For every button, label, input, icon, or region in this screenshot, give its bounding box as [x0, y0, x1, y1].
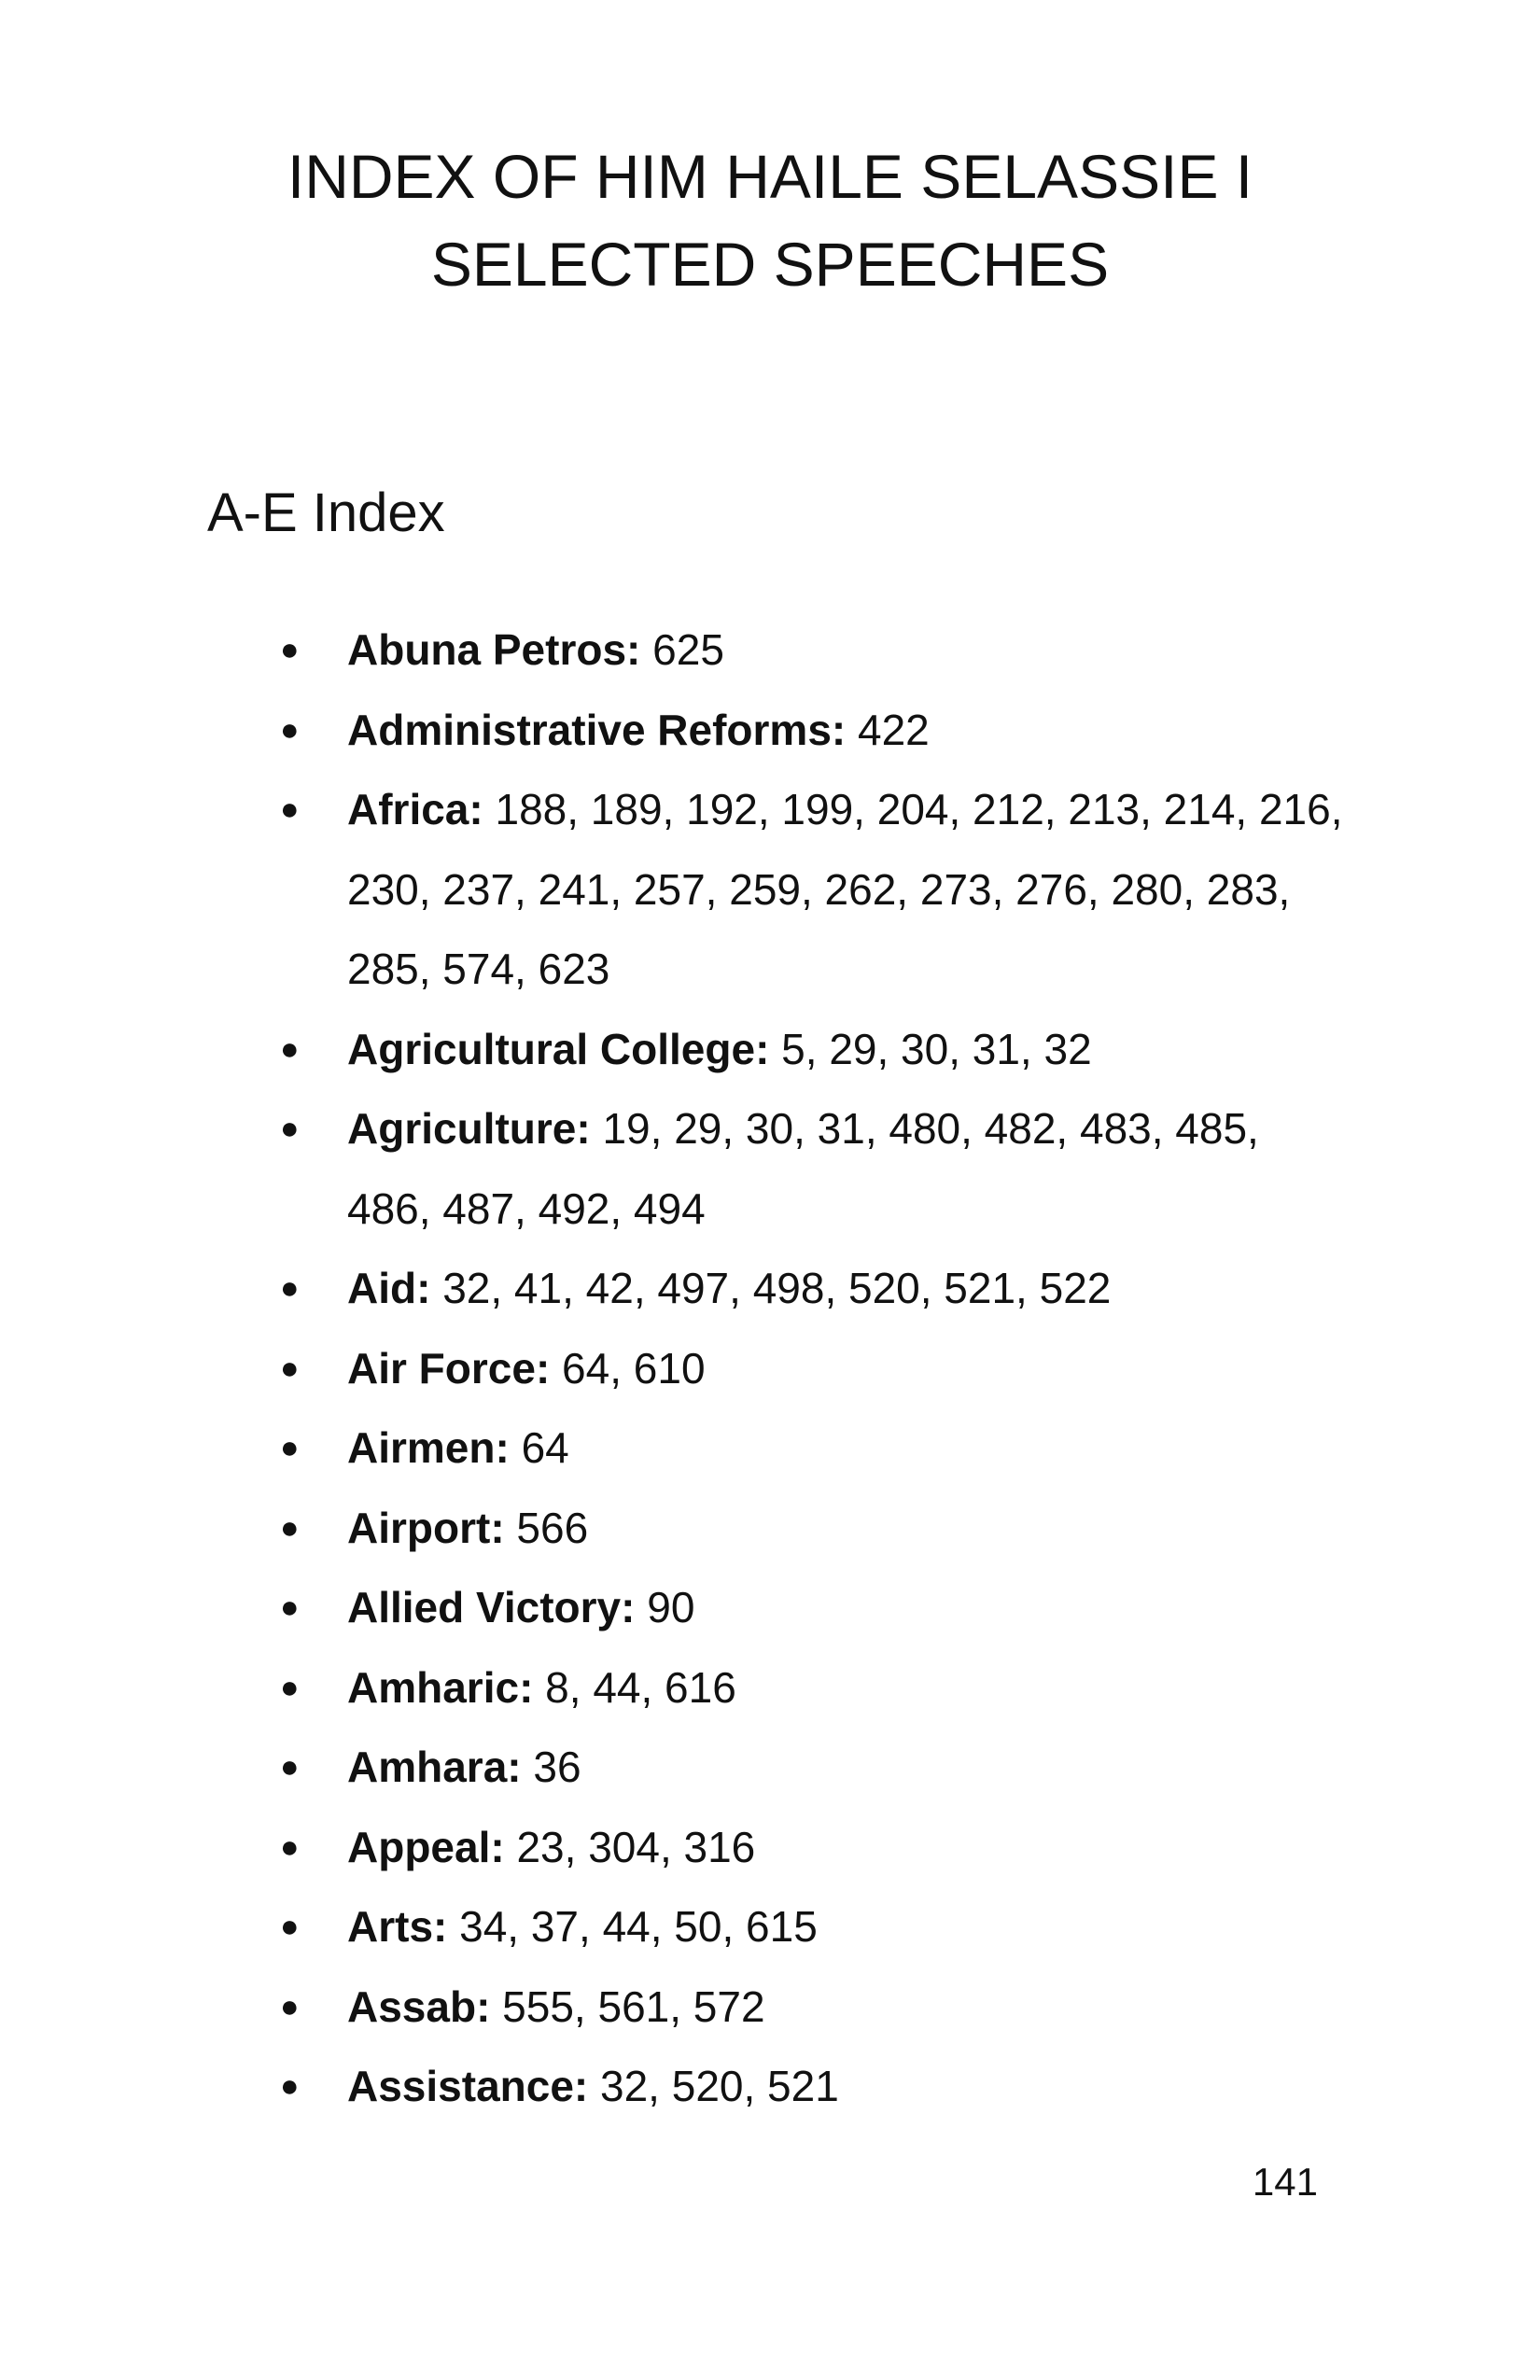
bullet-icon: ● — [280, 1430, 300, 1465]
index-entry — [280, 1329, 1344, 1409]
index-term: Agriculture: — [347, 1104, 591, 1153]
index-term: Abuna Petros: — [347, 625, 641, 674]
index-term: Arts: — [347, 1902, 448, 1951]
index-entry — [280, 1408, 1344, 1489]
index-pages: 90 — [635, 1583, 695, 1631]
bullet-icon: ● — [280, 1111, 300, 1146]
title-line-1: INDEX OF HIM HAILE SELASSIE I — [287, 142, 1253, 211]
index-pages: 8, 44, 616 — [533, 1662, 736, 1712]
index-pages: 32, 41, 42, 497, 498, 520, 521, 522 — [430, 1264, 1112, 1312]
index-term: Africa: — [347, 785, 483, 833]
document-title — [0, 133, 1540, 308]
index-term: Allied Victory: — [347, 1583, 636, 1631]
index-term: Agricultural College: — [347, 1024, 770, 1073]
index-pages: 19, 29, 30, 31, 480, 482, 483, 485, 486, 487, 492, 494 — [347, 1104, 1259, 1233]
title-line-2: SELECTED SPEECHES — [430, 230, 1110, 299]
index-pages: 625 — [640, 625, 724, 674]
bullet-icon: ● — [280, 1270, 300, 1306]
index-list — [280, 610, 1344, 2127]
index-entry — [280, 1648, 1344, 1729]
index-term: Aid: — [347, 1264, 431, 1312]
index-entry — [280, 1808, 1344, 1888]
bullet-icon: ● — [280, 2068, 300, 2104]
page-number: 141 — [1252, 2160, 1318, 2204]
index-entry — [280, 1010, 1344, 1090]
index-pages: 188, 189, 192, 199, 204, 212, 213, 214, 216, 230, 237, 241, 257, 259, 262, 273, 276, 280, 283, 285, 574, 623 — [347, 785, 1343, 993]
index-pages: 23, 304, 316 — [504, 1822, 756, 1871]
bullet-icon: ● — [280, 1350, 300, 1386]
index-entry — [280, 1887, 1344, 1967]
index-pages: 34, 37, 44, 50, 615 — [447, 1902, 818, 1951]
index-entry — [280, 1728, 1344, 1808]
index-term: Amhara: — [347, 1743, 522, 1791]
index-term: Airport: — [347, 1503, 505, 1552]
index-entry — [280, 2047, 1344, 2127]
bullet-icon: ● — [280, 1828, 300, 1865]
index-term: Assistance: — [347, 2062, 589, 2110]
index-term: Assab: — [347, 1981, 491, 2031]
bullet-icon: ● — [280, 632, 300, 667]
bullet-icon: ● — [280, 1589, 300, 1625]
index-entry — [280, 1089, 1344, 1249]
section-heading: A-E Index — [207, 483, 445, 543]
bullet-icon: ● — [280, 1509, 300, 1546]
index-pages: 64 — [509, 1423, 569, 1472]
bullet-icon: ● — [280, 711, 300, 748]
index-pages: 566 — [504, 1503, 589, 1552]
index-entry — [280, 1489, 1344, 1569]
index-pages: 64, 610 — [550, 1343, 706, 1393]
index-pages: 422 — [846, 705, 930, 754]
index-entry — [280, 691, 1344, 771]
index-entry — [280, 1249, 1344, 1329]
index-term: Air Force: — [347, 1343, 551, 1393]
index-pages: 555, 561, 572 — [490, 1981, 765, 2031]
index-entry — [280, 1967, 1344, 2048]
bullet-icon: ● — [280, 791, 300, 827]
bullet-icon: ● — [280, 1030, 300, 1067]
bullet-icon: ● — [280, 1988, 300, 2024]
index-entry — [280, 610, 1344, 691]
bullet-icon: ● — [280, 1669, 300, 1705]
index-entry — [280, 770, 1344, 1010]
index-term: Airmen: — [347, 1423, 510, 1472]
index-term: Amharic: — [347, 1662, 534, 1712]
index-entry — [280, 1568, 1344, 1648]
index-pages: 5, 29, 30, 31, 32 — [769, 1024, 1092, 1073]
index-pages: 32, 520, 521 — [588, 2062, 839, 2110]
index-term: Administrative Reforms: — [347, 705, 847, 754]
bullet-icon: ● — [280, 1909, 300, 1944]
bullet-icon: ● — [280, 1749, 300, 1785]
index-pages: 36 — [521, 1743, 581, 1791]
index-term: Appeal: — [347, 1822, 505, 1871]
